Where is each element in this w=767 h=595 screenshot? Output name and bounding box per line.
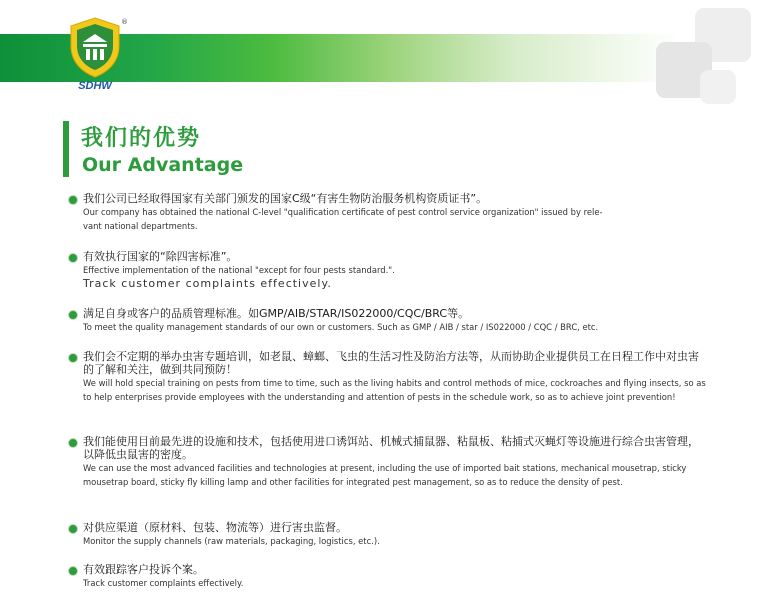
bullet-dot-icon bbox=[69, 567, 77, 575]
company-logo bbox=[64, 16, 126, 96]
advantage-text-cn: 有效跟踪客户投诉个案。 bbox=[83, 563, 204, 576]
advantage-text-en: We can use the most advanced facilities and technologies at present, including the use of imported bait stations, mechanical mousetrap, sticky mousetrap board, sticky fly killing lamp and other facilities for integrated pest management, so as to reduce the density of pest. bbox=[83, 463, 687, 487]
advantage-item bbox=[69, 521, 709, 548]
page-title-en: Our Advantage bbox=[82, 154, 244, 176]
advantage-item bbox=[69, 192, 709, 233]
advantage-text-cn: 我们公司已经取得国家有关部门颁发的国家C级“有害生物防治服务机构资质证书”。 bbox=[83, 192, 488, 205]
advantage-text-en: Track customer complaints effectively. bbox=[83, 578, 244, 588]
bullet-dot-icon bbox=[69, 311, 77, 319]
advantage-text-cn: 满足自身或客户的品质管理标准。如GMP/AIB/STAR/IS022000/CQC/BRC等。 bbox=[83, 307, 470, 320]
title-accent-bar bbox=[63, 121, 69, 177]
advantage-item bbox=[69, 435, 709, 489]
advantage-text-en: Effective implementation of the national "except for four pests standard.". bbox=[83, 265, 395, 275]
advantage-text-extra: Track customer complaints effectively. bbox=[83, 277, 332, 290]
advantage-item bbox=[69, 250, 709, 291]
advantage-text-en: To meet the quality management standards of our own or customers. Such as GMP / AIB / star / IS022000 / CQC / BRC, etc. bbox=[83, 322, 599, 332]
advantage-text-en: We will hold special training on pests from time to time, such as the living habits and control methods of mice, cockroaches and flying insects, so as to help enterprises provide employees with the understanding and attention of pests in the schedule work, so as to achieve joint prevention! bbox=[83, 378, 706, 402]
logo-text: SDHW bbox=[78, 80, 112, 92]
advantage-text-en: Our company has obtained the national C-level "qualification certificate of pest control service organization" issued by rele- vant national departments. bbox=[83, 207, 603, 231]
bullet-dot-icon bbox=[69, 525, 77, 533]
advantage-text-cn: 我们会不定期的举办虫害专题培训，如老鼠、蟑螂、飞虫的生活习性及防治方法等，从而协助企业提供员工在日程工作中对虫害的了解和关注，做到共同预防！ bbox=[83, 350, 699, 376]
bullet-dot-icon bbox=[69, 254, 77, 262]
advantage-text-cn: 有效执行国家的“除四害标准”。 bbox=[83, 250, 238, 263]
advantage-item bbox=[69, 350, 709, 404]
bullet-dot-icon bbox=[69, 354, 77, 362]
advantage-text-cn: 对供应渠道（原材料、包装、物流等）进行害虫监督。 bbox=[83, 521, 347, 534]
shield-logo-icon bbox=[68, 16, 122, 78]
advantage-text-en: Monitor the supply channels (raw materials, packaging, logistics, etc.). bbox=[83, 536, 380, 546]
registered-mark: ® bbox=[121, 18, 128, 26]
advantage-text-cn: 我们能使用目前最先进的设施和技术，包括使用进口诱饵站、机械式捕鼠器、粘鼠板、粘捕式灭蝇灯等设施进行综合虫害管理，以降低虫鼠害的密度。 bbox=[83, 435, 699, 461]
advantage-item bbox=[69, 307, 709, 334]
bullet-dot-icon bbox=[69, 439, 77, 447]
advantage-item bbox=[69, 563, 709, 590]
bullet-dot-icon bbox=[69, 196, 77, 204]
page-title-cn: 我们的优势 bbox=[81, 126, 202, 151]
decor-square bbox=[700, 70, 736, 104]
